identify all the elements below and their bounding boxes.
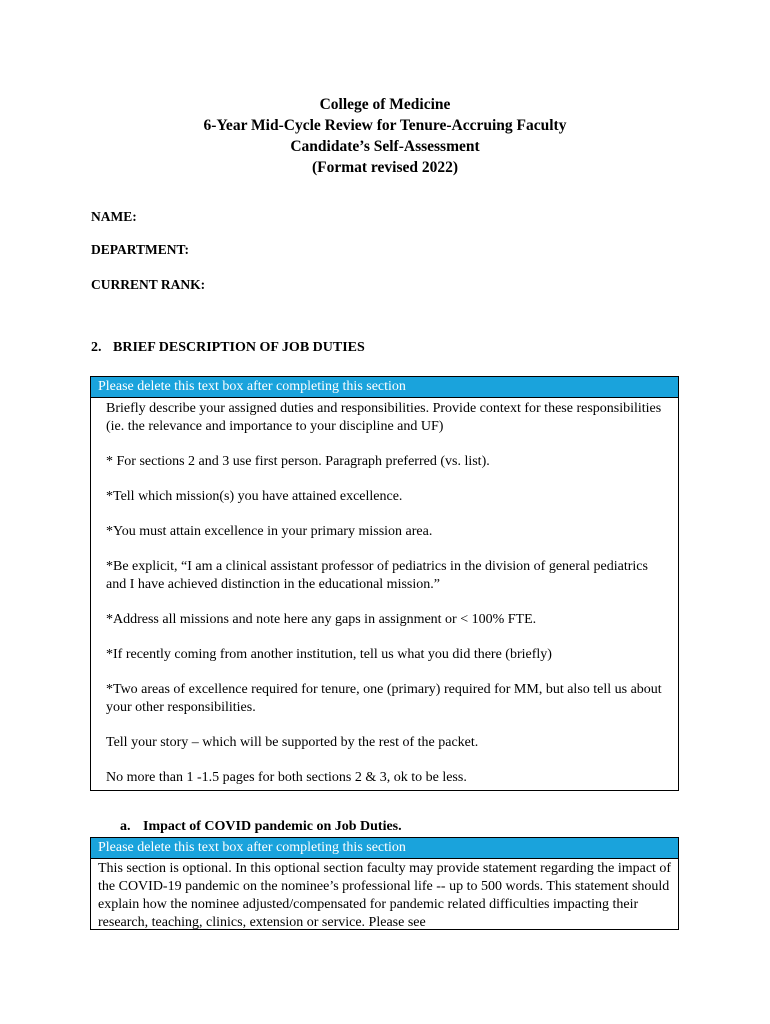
section-2-heading	[91, 340, 365, 356]
subsection-a-title: Impact of COVID pandemic on Job Duties.	[143, 819, 402, 834]
covid-impact-box-header: Please delete this text box after completing this section	[91, 838, 678, 859]
covid-impact-box-body[interactable]	[91, 859, 678, 932]
name-field-label: NAME:	[91, 209, 137, 224]
rank-field-label: CURRENT RANK:	[91, 277, 206, 292]
instruction-paragraph: *Tell which mission(s) you have attained excellence.	[106, 489, 403, 504]
job-duties-box-header: Please delete this text box after completing this section	[91, 377, 678, 398]
job-duties-text-box[interactable]	[90, 376, 679, 791]
covid-impact-paragraph: This section is optional. In this optional section faculty may provide statement regarding the impact of the COVID-19 pandemic on the nominee’s professional life -- up to 500 words. This statement should explain how the nominee adjusted/compensated for pandemic related difficulties impacting their research, teaching, clinics, extension or service. Please see	[98, 861, 672, 930]
instruction-paragraph: Briefly describe your assigned duties and responsibilities. Provide context for these responsibilities (ie. the relevance and importance to your discipline and UF)	[106, 401, 662, 434]
subsection-a-number: a.	[120, 819, 131, 834]
assessment-title: Candidate’s Self-Assessment	[290, 138, 480, 155]
instruction-paragraph: *You must attain excellence in your primary mission area.	[106, 524, 433, 539]
instruction-paragraph: *Address all missions and note here any gaps in assignment or < 100% FTE.	[106, 612, 537, 627]
subsection-a-heading	[120, 819, 402, 835]
instruction-paragraph: * For sections 2 and 3 use first person. Paragraph preferred (vs. list).	[106, 454, 490, 469]
format-revision-note: (Format revised 2022)	[311, 159, 459, 176]
document-title-block	[0, 94, 770, 178]
instruction-paragraph: *If recently coming from another institution, tell us what you did there (briefly)	[106, 647, 552, 662]
job-duties-box-body[interactable]	[91, 398, 678, 787]
instruction-paragraph: Tell your story – which will be supported by the rest of the packet.	[106, 735, 479, 750]
department-field-label: DEPARTMENT:	[91, 242, 190, 257]
instruction-paragraph: No more than 1 -1.5 pages for both sections 2 & 3, ok to be less.	[106, 770, 467, 785]
instruction-paragraph: *Be explicit, “I am a clinical assistant professor of pediatrics in the division of general pediatrics and I have achieved distinction in the educational mission.”	[106, 559, 648, 592]
instruction-paragraph: *Two areas of excellence required for tenure, one (primary) required for MM, but also tell us about your other responsibilities.	[106, 682, 662, 715]
college-title: College of Medicine	[319, 96, 451, 113]
covid-impact-text-box[interactable]	[90, 837, 679, 930]
review-title: 6-Year Mid-Cycle Review for Tenure-Accruing Faculty	[203, 117, 567, 134]
section-2-number: 2.	[91, 340, 102, 355]
section-2-title: BRIEF DESCRIPTION OF JOB DUTIES	[113, 340, 365, 355]
